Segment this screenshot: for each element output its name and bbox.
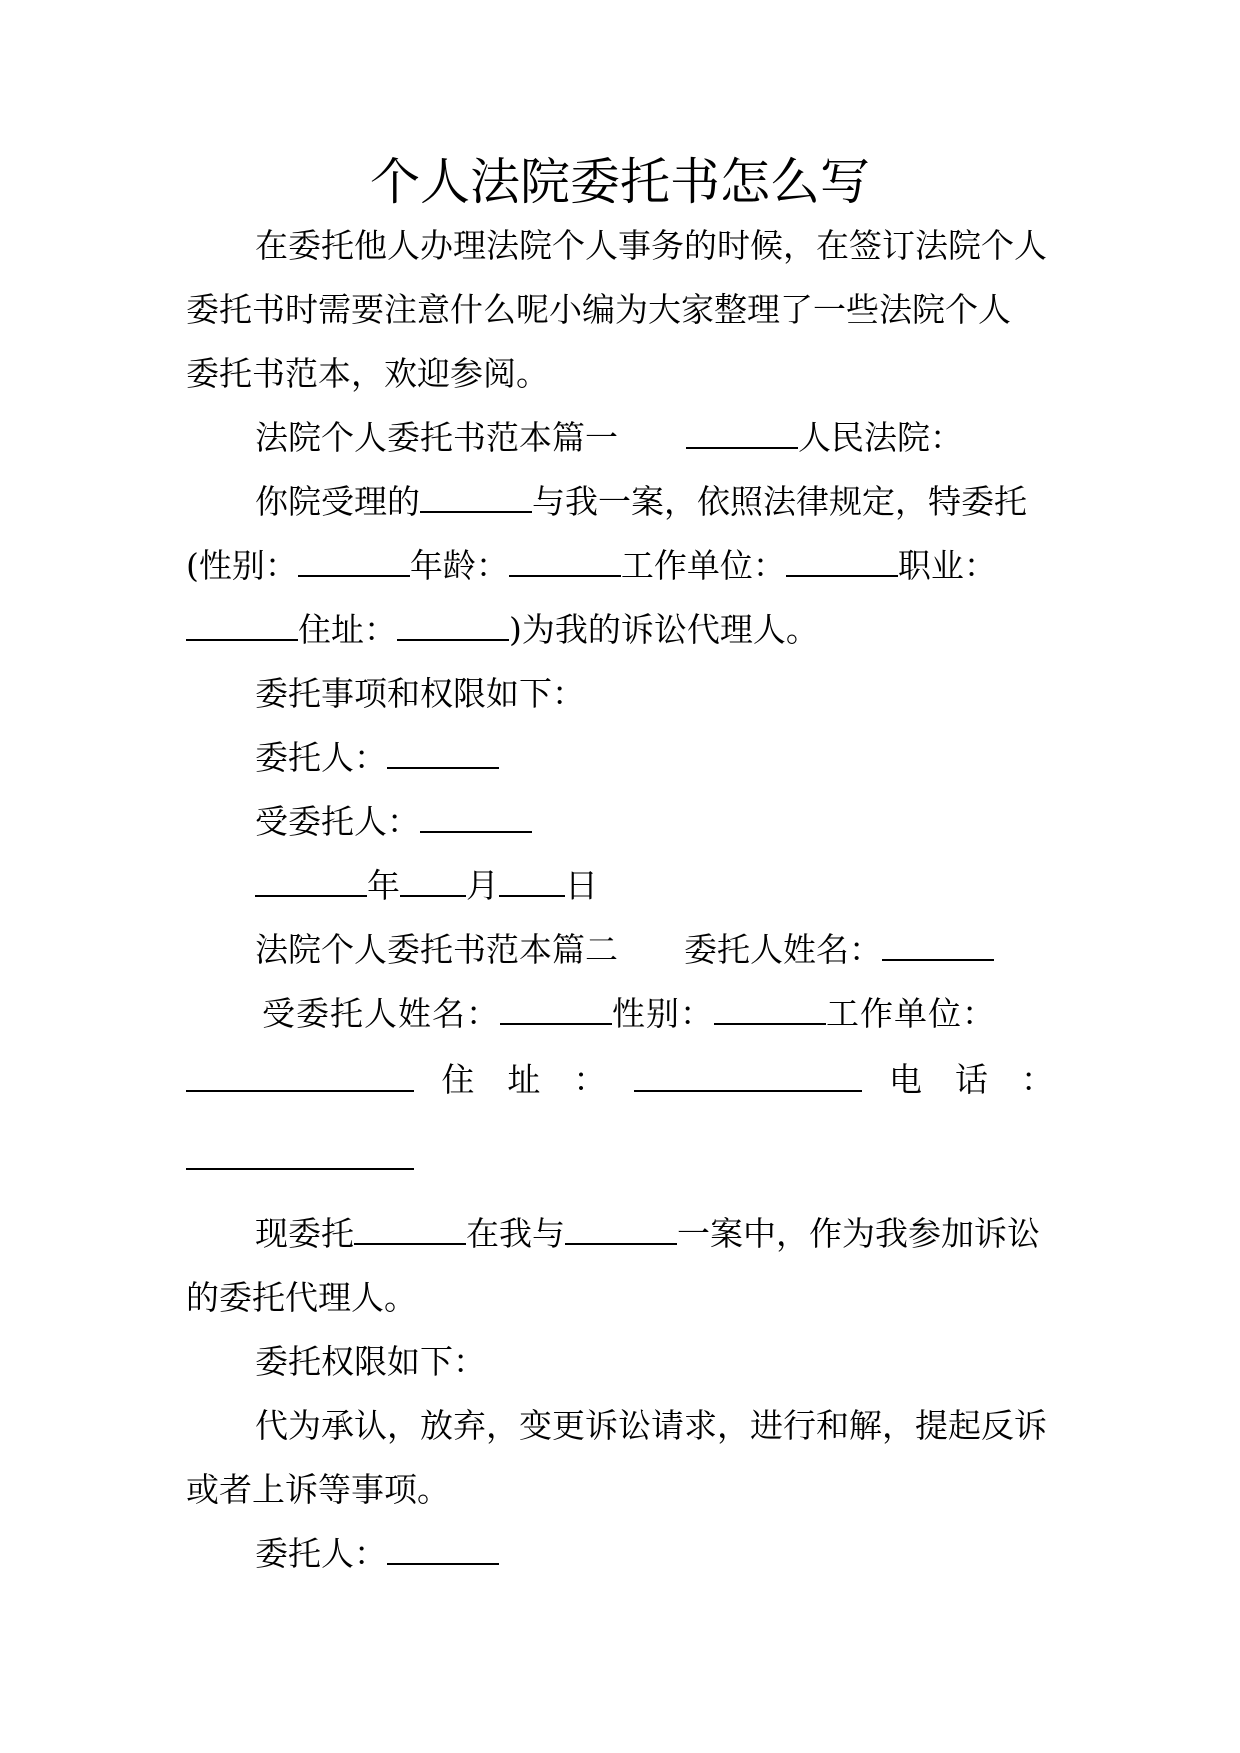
text-segment: 受委托人姓名： (262, 994, 500, 1033)
agent-name-blank (500, 1023, 612, 1025)
phone-label: 电 话 ： (888, 1060, 1054, 1099)
matters-heading: 委托事项和权限如下： (255, 674, 585, 713)
principal-name-blank (882, 959, 994, 961)
text-segment: 委托人姓名： (684, 930, 882, 969)
gender-blank (714, 1023, 826, 1025)
section-1-para-line-1 (255, 480, 1027, 524)
authority-heading: 委托权限如下： (255, 1342, 486, 1381)
agent-blank (420, 831, 532, 833)
day-blank (499, 895, 565, 897)
text-segment: (性别： (186, 546, 298, 585)
court-label: 人民法院： (798, 418, 963, 457)
case-party-blank (420, 511, 532, 513)
text-segment: 在我与 (466, 1214, 565, 1253)
workplace-blank (786, 575, 898, 577)
text-segment: 委托人： (255, 1534, 387, 1573)
text-segment: 住址： (298, 610, 397, 649)
agent-signature-line (255, 800, 532, 844)
text-segment: 工作单位： (620, 546, 786, 585)
occupation-blank (186, 639, 298, 641)
date-line (255, 864, 598, 908)
text-segment: 现委托 (255, 1214, 354, 1253)
document-title: 个人法院委托书怎么写 (370, 153, 870, 211)
age-blank (509, 575, 621, 577)
address-phone-row (186, 1058, 1054, 1102)
text-segment: 职业： (897, 546, 997, 585)
month-blank (400, 895, 466, 897)
text-segment: 年龄： (409, 546, 509, 585)
phone-blank (186, 1168, 414, 1170)
text-segment: )为我的诉讼代理人。 (509, 610, 819, 649)
text-segment: 受委托人： (255, 802, 420, 841)
principal-signature-line-2 (255, 1532, 499, 1576)
year-blank (255, 895, 367, 897)
principal-signature-line (255, 736, 499, 780)
text-segment: 日 (565, 866, 598, 905)
address-blank (634, 1090, 862, 1092)
section-1-heading-line (255, 416, 963, 460)
authority-line-1: 代为承认，放弃，变更诉讼请求，进行和解，提起反诉 (255, 1406, 1047, 1445)
section-1-heading: 法院个人委托书范本篇一 (255, 418, 618, 457)
address-blank (397, 639, 509, 641)
text-segment: 性别： (612, 994, 714, 1033)
opponent-blank (565, 1243, 677, 1245)
section-2-para-line-1 (255, 1212, 1040, 1256)
section-2-para-line-2: 的委托代理人。 (186, 1278, 417, 1317)
intro-line-3: 委托书范本，欢迎参阅。 (186, 354, 549, 393)
intro-line-2: 委托书时需要注意什么呢小编为大家整理了一些法院个人 (186, 290, 1011, 329)
principal-blank (387, 767, 499, 769)
principal-blank (387, 1563, 499, 1565)
text-segment: 年 (367, 866, 400, 905)
gender-blank (298, 575, 410, 577)
court-name-blank (686, 447, 798, 449)
agent-info-line (262, 992, 996, 1036)
text-segment: 委托人： (255, 738, 387, 777)
text-segment: 月 (466, 866, 499, 905)
workplace-blank (186, 1090, 414, 1092)
authority-line-2: 或者上诉等事项。 (186, 1470, 450, 1509)
section-1-para-line-3 (186, 608, 819, 652)
section-2-heading-line (255, 928, 994, 972)
intro-line-1: 在委托他人办理法院个人事务的时候，在签订法院个人 (255, 226, 1047, 265)
text-segment: 工作单位： (826, 994, 996, 1033)
text-segment: 与我一案，依照法律规定，特委托 (532, 482, 1027, 521)
agent-blank (354, 1243, 466, 1245)
text-segment: 你院受理的 (255, 482, 420, 521)
address-label: 住 址 ： (441, 1060, 607, 1099)
section-1-para-line-2 (186, 544, 997, 588)
section-2-heading: 法院个人委托书范本篇二 (255, 930, 618, 969)
text-segment: 一案中，作为我参加诉讼 (677, 1214, 1040, 1253)
